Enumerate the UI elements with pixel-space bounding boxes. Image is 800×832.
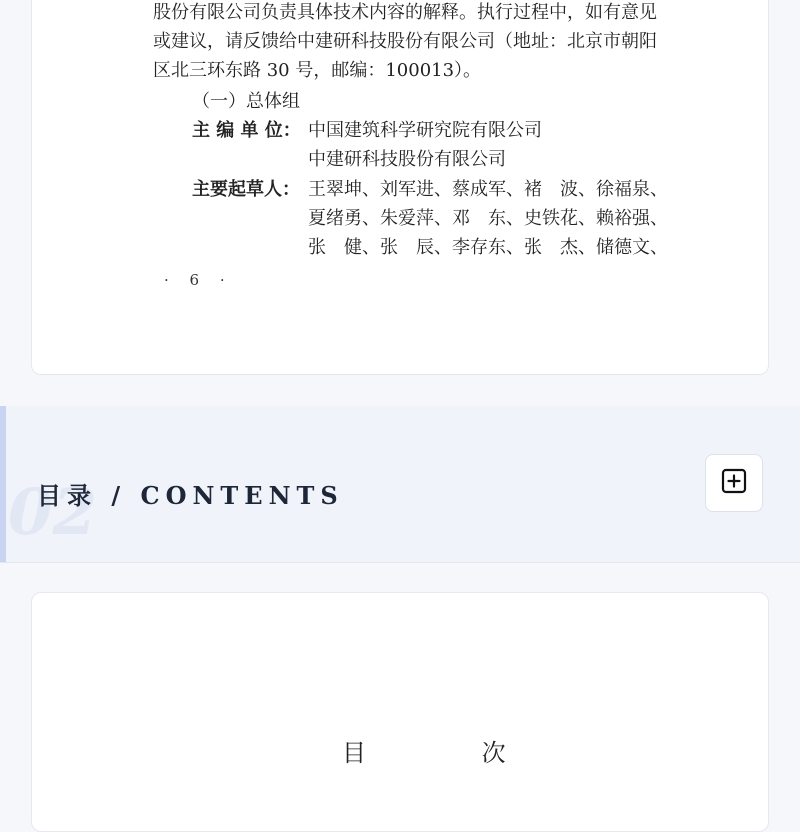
intro-line: 区北三环东路 30 号，邮编：100013）。 [153,60,482,81]
toc-title: 目 次 [342,739,560,767]
expand-section-button[interactable] [705,454,763,512]
intro-line: 股份有限公司负责具体技术内容的解释。执行过程中，如有意见 [153,2,657,23]
intro-paragraph [153,0,713,85]
intro-line: 或建议，请反馈给中建研科技股份有限公司（地址：北京市朝阳 [153,31,657,52]
section-number: 02 [8,475,98,550]
group-heading: （一）总体组 [192,91,300,112]
drafter-label: 主要起草人： [192,179,300,200]
drafter-line: 王翠坤、刘军进、蔡成军、褚 波、徐福泉、 [308,179,668,200]
drafter-line: 夏绪勇、朱爱萍、邓 东、史铁花、赖裕强、 [308,208,668,229]
editor-unit: 中建研科技股份有限公司 [308,149,506,170]
page-number: · 6 · [164,271,233,289]
plus-square-icon [721,468,747,498]
toc-page-card [31,592,769,832]
editor-unit: 中国建筑科学研究院有限公司 [308,120,542,141]
document-page-card [31,0,769,375]
editor-label: 主 编 单 位： [192,120,301,141]
section-title: 目录 / CONTENTS [37,481,344,510]
drafter-line: 张 健、张 辰、李存东、张 杰、储德文、 [308,237,668,258]
section-header-band [0,406,800,563]
section-accent-bar [0,406,6,562]
